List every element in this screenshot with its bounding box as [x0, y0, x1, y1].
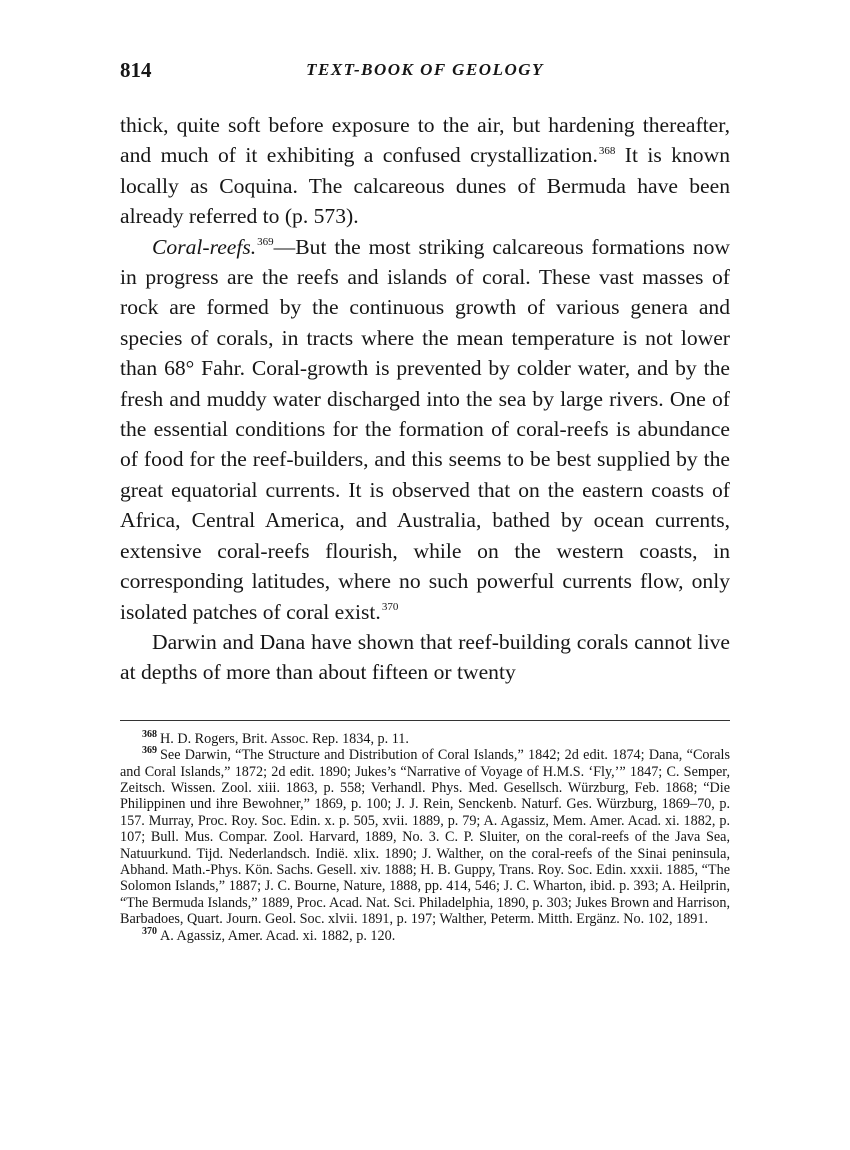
footnote-370 — [120, 925, 730, 944]
footnote-ref-368[interactable]: 368 — [598, 145, 616, 158]
paragraph-1-text-b: It is known locally as Coquina. The calcareous dunes of Bermuda have been already referred to (p. 573). — [120, 143, 730, 229]
footnote-number: 370 — [142, 925, 157, 937]
paragraph-3 — [120, 627, 730, 688]
paragraph-1-text-a: thick, quite soft before exposure to the air, but hardening thereafter, and much of it exhibiting a confused crystallization. — [120, 113, 730, 168]
section-heading-coral-reefs: Coral-reefs. — [152, 234, 257, 259]
running-title: TEXT-BOOK OF GEOLOGY — [306, 60, 544, 79]
main-text — [120, 110, 730, 688]
page-header — [120, 58, 730, 88]
paragraph-2-text: —But the most striking calcareous formations now in progress are the reefs and islands of coral. These vast masses of rock are formed by the continuous growth of various genera and species of corals, in tracts where the mean temperature is not lower than 68° Fahr. Coral-growth is prevented by colder water, and by the fresh and muddy water discharged into the sea by large rivers. One of the essential conditions for the formation of coral-reefs is abundance of food for the reef-builders, and this seems to be best supplied by the great equatorial currents. It is observed that on the eastern coasts of Africa, Central America, and Australia, bathed by ocean currents, extensive coral-reefs flourish, while on the western coasts, in corresponding latitudes, where no such powerful currents flow, only isolated patches of coral exist. — [120, 234, 730, 624]
footnote-text: See Darwin, “The Structure and Distribution of Coral Islands,” 1842; 2d edit. 1874; Dana, “Corals and Coral Islands,” 1872; 2d edit. 1890; Jukes’s “Narrative of Voyage of H.M.S. ‘Fly,’” 1847; C. Semper, Zeitsch. Wissen. Zool. xiii. 1863, p. 558; Verhandl. Phys. Med. Gesellsch. Würzburg, Feb. 1868; “Die Philippinen und ihre Bewohner,” 1869, p. 100; J. J. Rein, Senckenb. Naturf. Ges. Würzburg, 1869–70, p. 157. Murray, Proc. Roy. Soc. Edin. x. p. 505, xvii. 1889, p. 79; A. Agassiz, Mem. Amer. Acad. xi. 1882, p. 107; Bull. Mus. Compar. Zool. Harvard, 1889, No. 3. C. P. Sluiter, on the coral-reefs of the Java Sea, Natuurkund. Tijd. Nederlandsch. Indië. xlix. 1890; J. Walther, on the coral-reefs of the Sinai peninsula, Abhand. Math.-Phys. Kön. Sachs. Gesell. xiv. 1888; H. B. Guppy, Trans. Roy. Soc. Edin. xxxii. 1885, “The Solomon Islands,” 1887; J. C. Bourne, Nature, 1888, pp. 414, 546; J. C. Wharton, ibid. p. 393; A. Heilprin, “The Bermuda Islands,” 1889, Proc. Acad. Nat. Sci. Philadelphia, 1890, p. 303; Jukes Brown and Harrison, Barbadoes, Quart. Journ. Geol. Soc. xlvii. 1891, p. 197; Walther, Peterm. Mitth. Ergänz. No. 102, 1891. — [120, 747, 730, 928]
paragraph-2 — [120, 232, 730, 627]
paragraph-1 — [120, 110, 730, 232]
footnote-ref-370[interactable]: 370 — [381, 601, 399, 614]
footnotes — [120, 728, 730, 944]
footnote-divider — [120, 720, 730, 721]
footnote-ref-369[interactable]: 369 — [257, 236, 274, 249]
footnote-number: 368 — [142, 728, 157, 740]
footnote-number: 369 — [142, 745, 157, 757]
footnote-text: A. Agassiz, Amer. Acad. xi. 1882, p. 120. — [160, 927, 396, 944]
footnote-369 — [120, 747, 730, 927]
book-page — [120, 58, 730, 944]
page-number: 814 — [120, 58, 152, 82]
paragraph-3-text: Darwin and Dana have shown that reef-building corals cannot live at depths of more than about fifteen or twenty — [120, 629, 730, 685]
footnote-text: H. D. Rogers, Brit. Assoc. Rep. 1834, p. 11. — [160, 730, 409, 747]
footnote-368 — [120, 728, 730, 747]
